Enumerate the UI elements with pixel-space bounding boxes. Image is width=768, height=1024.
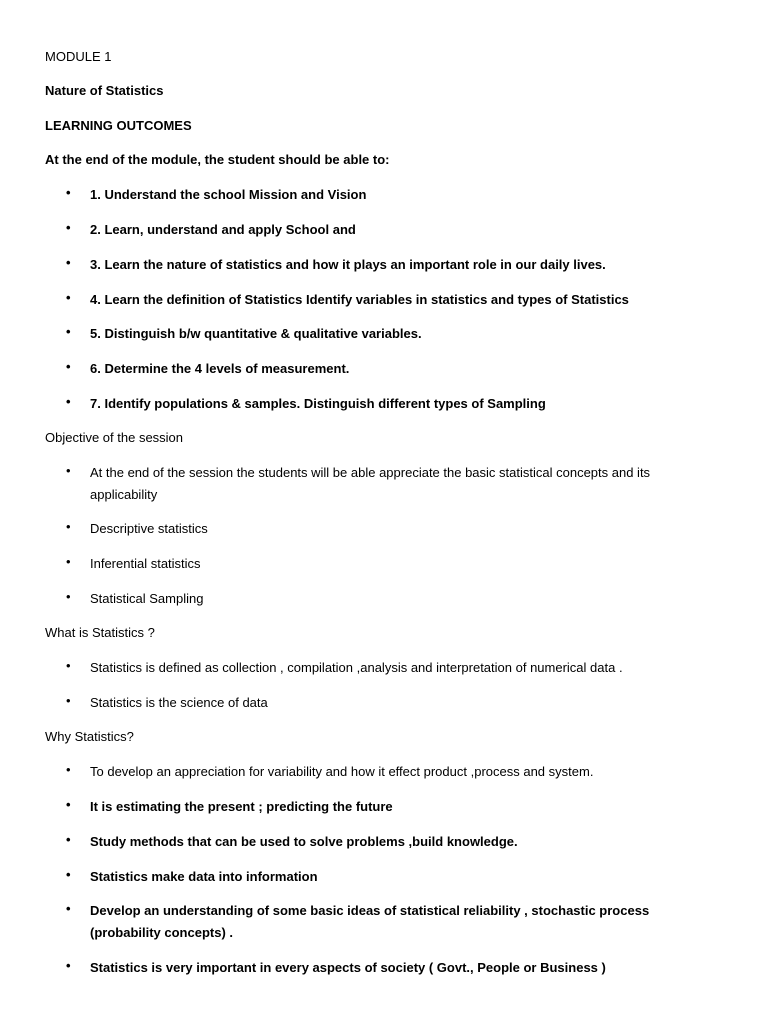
outcome-text: 7. Identify populations & samples. Distinguish different types of Sampling xyxy=(90,396,546,411)
bullet-icon: • xyxy=(66,463,71,478)
bullet-icon: • xyxy=(66,867,71,882)
module-label: MODULE 1 xyxy=(45,49,112,64)
bullet-icon: • xyxy=(66,185,71,200)
why-text: It is estimating the present ; predicting the future xyxy=(90,799,393,814)
why-heading: Why Statistics? xyxy=(45,729,134,744)
what-heading: What is Statistics ? xyxy=(45,625,155,640)
page-title: Nature of Statistics xyxy=(45,83,164,98)
why-text: Statistics is very important in every aspects of society ( Govt., People or Business ) xyxy=(90,960,606,975)
bullet-icon: • xyxy=(66,693,71,708)
outcome-text: 1. Understand the school Mission and Vision xyxy=(90,187,367,202)
why-text: To develop an appreciation for variability and how it effect product ,process and system. xyxy=(90,764,594,779)
bullet-icon: • xyxy=(66,394,71,409)
bullet-icon: • xyxy=(66,797,71,812)
bullet-icon: • xyxy=(66,762,71,777)
outcome-text: 5. Distinguish b/w quantitative & qualitative variables. xyxy=(90,326,422,341)
what-text: Statistics is defined as collection , compilation ,analysis and interpretation of numerical data . xyxy=(90,660,623,675)
learning-outcomes-heading: LEARNING OUTCOMES xyxy=(45,118,192,133)
bullet-icon: • xyxy=(66,658,71,673)
bullet-icon: • xyxy=(66,519,71,534)
bullet-icon: • xyxy=(66,359,71,374)
objective-text: Inferential statistics xyxy=(90,556,201,571)
bullet-icon: • xyxy=(66,554,71,569)
objective-text: Descriptive statistics xyxy=(90,521,208,536)
objective-text: At the end of the session the students will be able appreciate the basic statistical concepts and its applicability xyxy=(90,465,651,502)
bullet-icon: • xyxy=(66,832,71,847)
why-text: Statistics make data into information xyxy=(90,869,318,884)
bullet-icon: • xyxy=(66,255,71,270)
bullet-icon: • xyxy=(66,290,71,305)
outcome-text: 3. Learn the nature of statistics and how it plays an important role in our daily lives. xyxy=(90,257,606,272)
bullet-icon: • xyxy=(66,324,71,339)
intro-text: At the end of the module, the student should be able to: xyxy=(45,152,390,167)
bullet-icon: • xyxy=(66,589,71,604)
what-text: Statistics is the science of data xyxy=(90,695,268,710)
bullet-icon: • xyxy=(66,958,71,973)
why-text: Develop an understanding of some basic ideas of statistical reliability , stochastic process (probability concepts) . xyxy=(90,903,650,940)
outcome-text: 4. Learn the definition of Statistics Identify variables in statistics and types of Statistics xyxy=(90,292,629,307)
outcome-text: 6. Determine the 4 levels of measurement. xyxy=(90,361,350,376)
bullet-icon: • xyxy=(66,901,71,916)
outcome-text: 2. Learn, understand and apply School and xyxy=(90,222,356,237)
objective-text: Statistical Sampling xyxy=(90,591,204,606)
bullet-icon: • xyxy=(66,220,71,235)
objective-heading: Objective of the session xyxy=(45,430,184,445)
why-text: Study methods that can be used to solve problems ,build knowledge. xyxy=(90,834,518,849)
